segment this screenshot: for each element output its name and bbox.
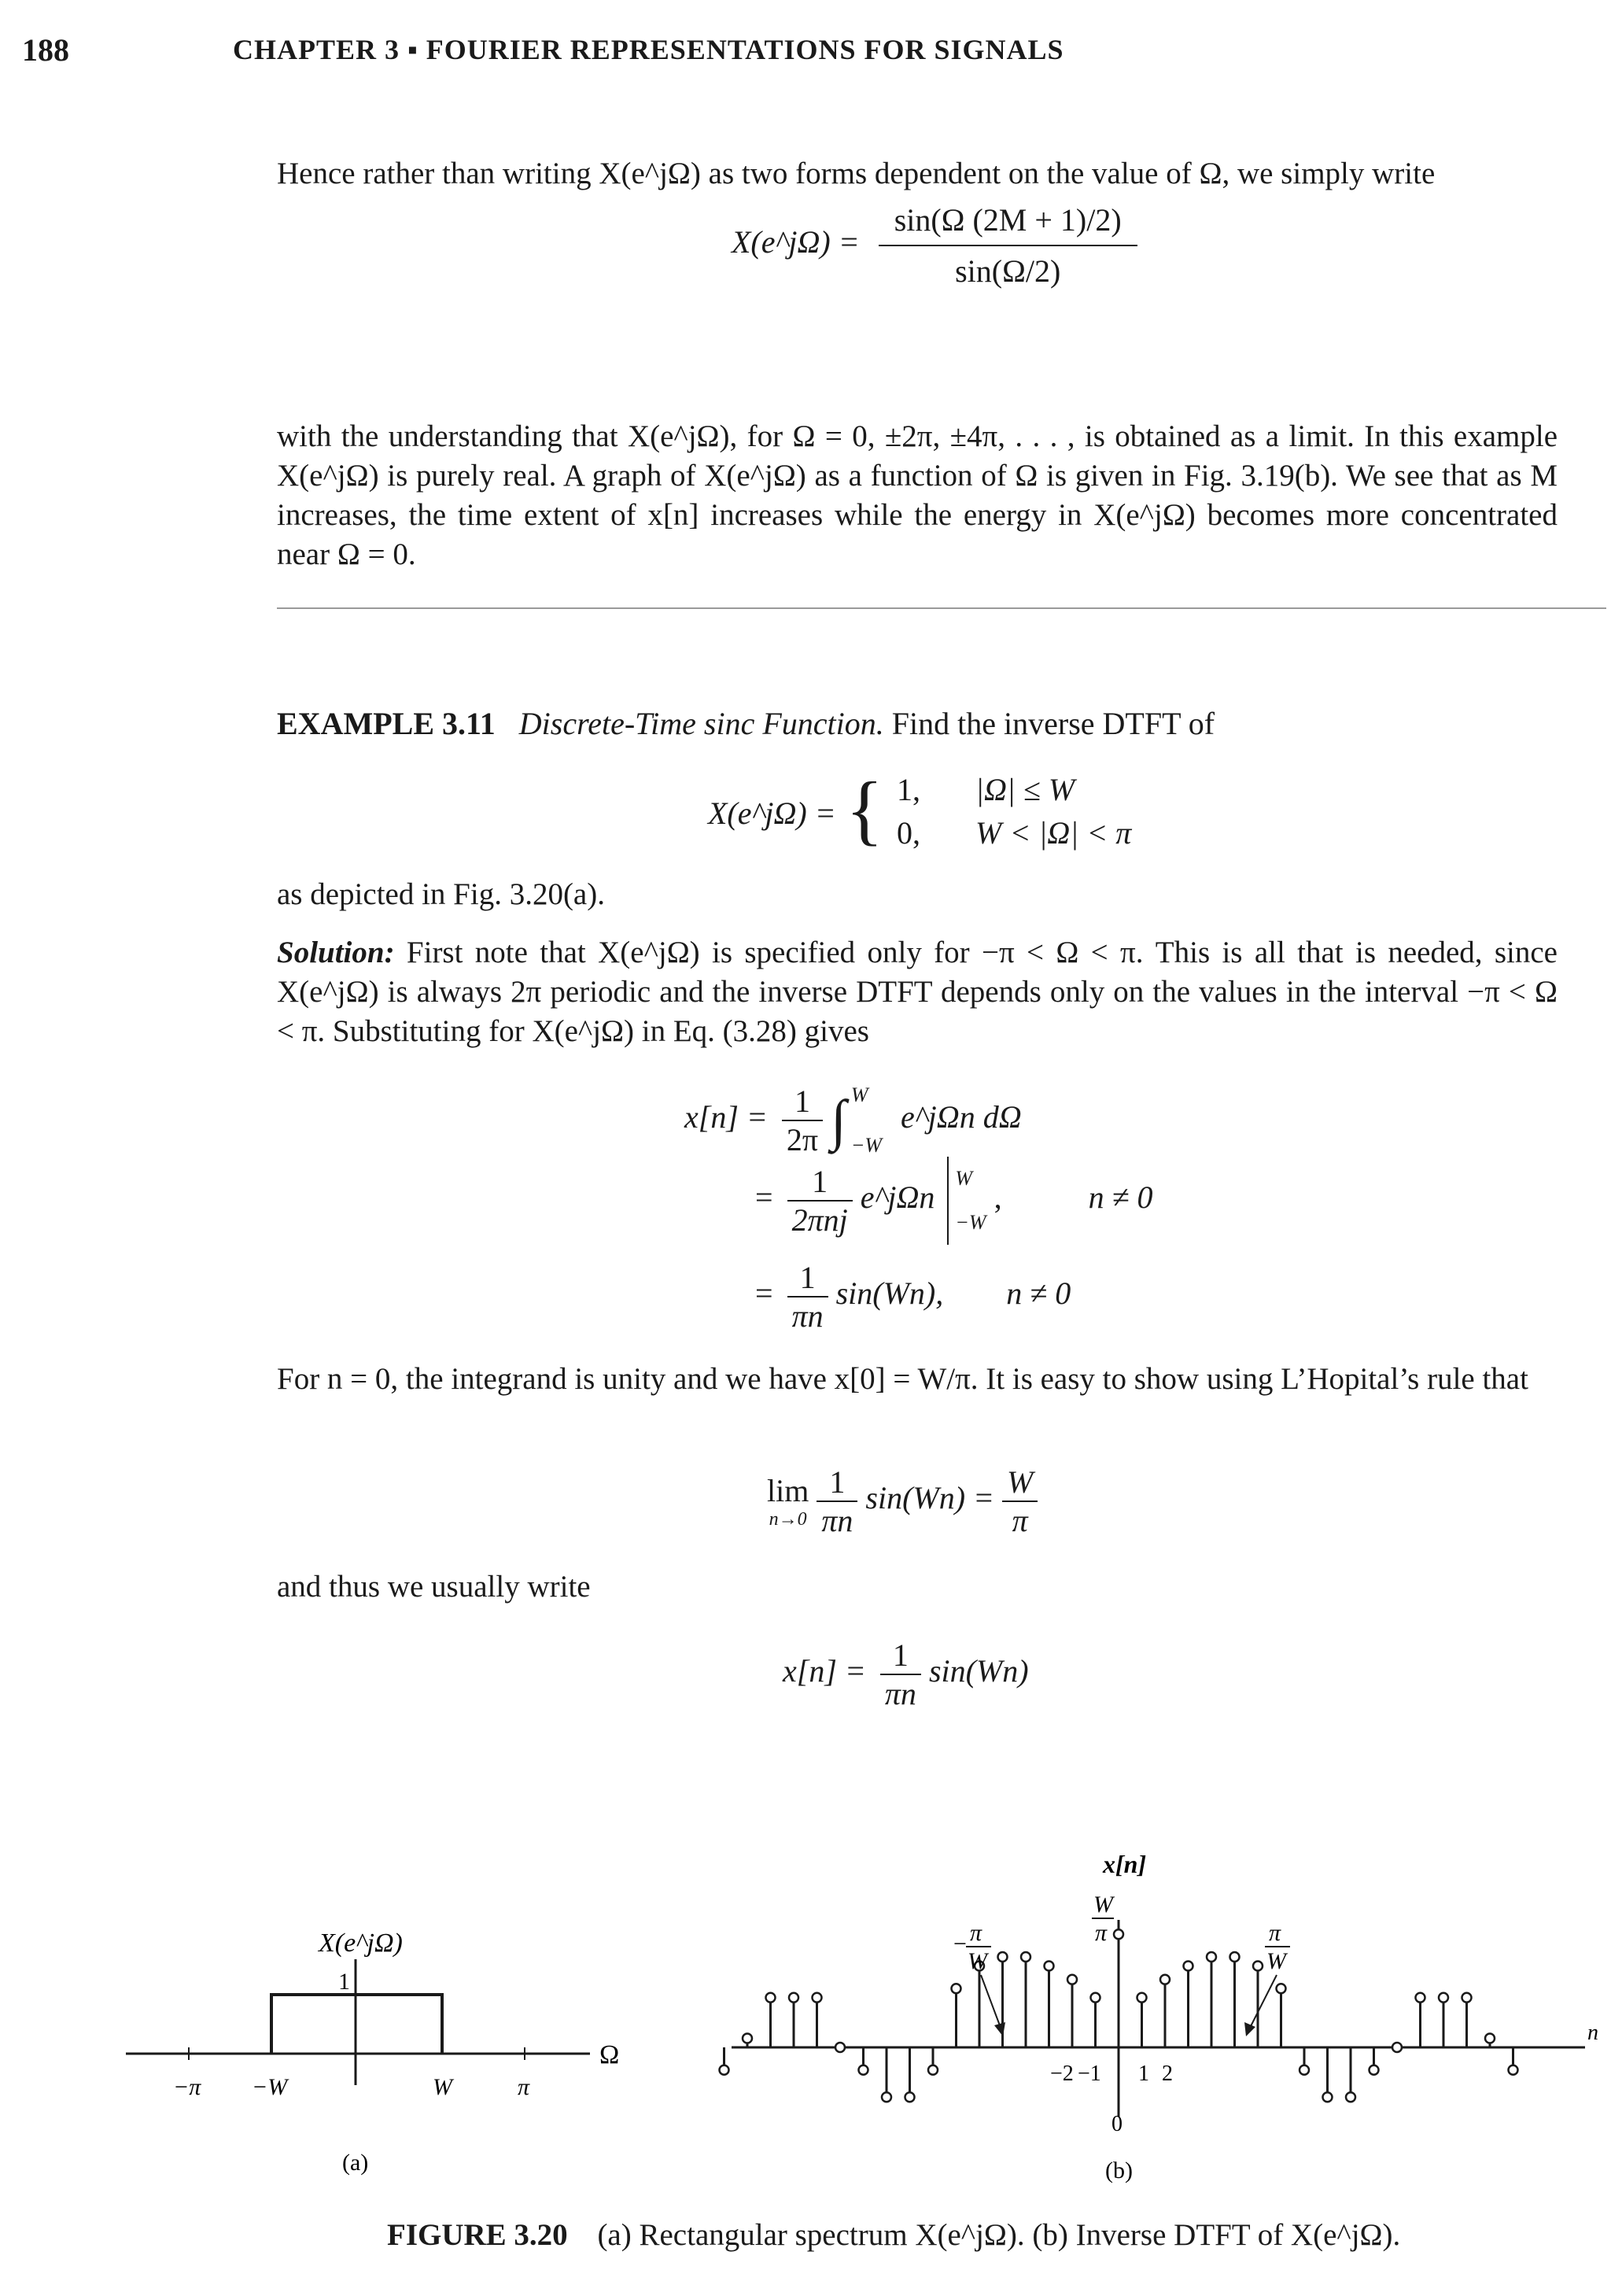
- tick-label-w: W: [433, 2074, 452, 2100]
- stem-marker: [1114, 1929, 1123, 1939]
- lim-word: lim: [767, 1473, 809, 1508]
- eq3-line1-num: 1: [794, 1083, 810, 1119]
- eq3-line2-comma: ,: [994, 1179, 1002, 1216]
- stem-marker: [998, 1952, 1008, 1962]
- paragraph-lhopital: For n = 0, the integrand is unity and we have x[0] = W/π. It is easy to show using L’Hopital’s rule that: [277, 1362, 1528, 1396]
- left-annotation-sign: −: [953, 1931, 967, 1957]
- solution-text: First note that X(e^jΩ) is specified only for −π < Ω < π. This is all that is needed, since X(e^jΩ) is always 2π periodic and the inverse DTFT depends only on the values in the interval −π < Ω < π. Substituting for X(e^jΩ) in Eq. (3.28) gives: [277, 936, 1558, 1048]
- right-annotation-den: W: [1266, 1948, 1286, 1974]
- stem-marker: [1091, 1993, 1100, 2003]
- stem-marker: [789, 1993, 798, 2003]
- integral-sign: ∫: [831, 1088, 846, 1152]
- eq1-lhs: X(e^jΩ) =: [732, 224, 860, 260]
- eq3-line2-condition: n ≠ 0: [1088, 1179, 1153, 1216]
- panel-b-label: (b): [1105, 2158, 1133, 2183]
- case1-value: 1,: [897, 772, 920, 807]
- eval-lower-limit: −W: [955, 1211, 986, 1234]
- eq3-line2-equals: =: [755, 1179, 773, 1216]
- stem-marker: [813, 1993, 822, 2003]
- eq3-line2-den: 2πnj: [787, 1200, 853, 1238]
- right-arrow-head: [1244, 2022, 1255, 2036]
- spectrum-ylabel: X(e^jΩ): [319, 1929, 403, 1958]
- peak-label-den: π: [1095, 1920, 1108, 1946]
- eq4-rhs-num: W: [1007, 1464, 1034, 1500]
- tick-label-1: 1: [1138, 2062, 1149, 2086]
- eq3-line2-body: e^jΩn: [860, 1179, 935, 1216]
- stem-marker: [1370, 2065, 1379, 2075]
- stem-marker: [743, 2034, 752, 2043]
- height-label: 1: [338, 1969, 350, 1995]
- equation-dirichlet: [732, 195, 1137, 296]
- example-label: EXAMPLE 3.11: [277, 706, 496, 741]
- stem-marker: [1485, 2034, 1495, 2043]
- eq4-num: 1: [829, 1464, 846, 1500]
- page-number: 188: [22, 32, 69, 68]
- paragraph-intro: Hence rather than writing X(e^jΩ) as two forms dependent on the value of Ω, we simply write: [277, 157, 1436, 190]
- stem-marker: [1253, 1962, 1263, 1971]
- example-task: Find the inverse DTFT of: [891, 706, 1215, 741]
- eq1-numerator: sin(Ω (2M + 1)/2): [894, 202, 1122, 238]
- sequence-ylabel: x[n]: [1103, 1850, 1147, 1878]
- eq3-line3-num: 1: [799, 1260, 816, 1295]
- eval-upper-limit: W: [955, 1167, 973, 1190]
- derivation-line-2: [755, 1157, 1153, 1245]
- stem-marker: [1230, 1952, 1240, 1962]
- tick-label-minus-1: −1: [1078, 2062, 1101, 2086]
- eq4-body: sin(Wn) =: [865, 1480, 995, 1516]
- stem-marker: [1392, 2043, 1402, 2052]
- case2-condition: W < |Ω| < π: [975, 815, 1132, 851]
- tick-label-minus-pi: −π: [173, 2074, 201, 2100]
- figure-a-rectangular-spectrum: [110, 1881, 645, 2180]
- equation-limit: [767, 1464, 1038, 1539]
- integrand: e^jΩn dΩ: [901, 1099, 1022, 1135]
- stem-marker: [882, 2092, 891, 2102]
- integral-upper-limit: W: [850, 1083, 868, 1106]
- stem-marker: [1439, 1993, 1448, 2003]
- paragraph-solution: [277, 933, 1558, 1051]
- eq4-rhs-den: π: [1002, 1501, 1038, 1539]
- stem-marker: [859, 2065, 868, 2075]
- section-divider: [277, 607, 1606, 609]
- stem-marker: [1045, 1962, 1054, 1971]
- n-label: n: [1587, 2021, 1598, 2045]
- stem-marker: [720, 2065, 729, 2075]
- eq5-lhs: x[n] =: [783, 1653, 866, 1689]
- tick-label-2: 2: [1162, 2062, 1173, 2086]
- stem-marker: [1184, 1962, 1193, 1971]
- stem-marker: [1323, 2092, 1333, 2102]
- stem-marker: [1346, 2092, 1355, 2102]
- stem-marker: [1067, 1975, 1077, 1984]
- paragraph-thus: and thus we usually write: [277, 1570, 591, 1604]
- stem-marker: [1160, 1975, 1170, 1984]
- lim-subscript: n→0: [769, 1509, 807, 1530]
- eq3-line3-den: πn: [787, 1296, 828, 1334]
- stem-marker: [928, 2065, 938, 2075]
- left-brace: {: [846, 766, 883, 853]
- stem-marker: [1021, 1952, 1030, 1962]
- paragraph-limit: with the understanding that X(e^jΩ), for Ω = 0, ±2π, ±4π, . . . , is obtained as a limit. In this example X(e^jΩ) is purely real. A graph of X(e^jΩ) as a function of Ω is given in Fig. 3.19(b). We see that as M increases, the time extent of x[n] increases while the energy in X(e^jΩ) becomes more concentrated near Ω = 0.: [277, 419, 1558, 571]
- eq5-num: 1: [892, 1637, 909, 1673]
- stem-marker: [1416, 1993, 1425, 2003]
- panel-a-label: (a): [342, 2150, 369, 2176]
- stem-marker: [1137, 1993, 1147, 2003]
- stem-marker: [766, 1993, 776, 2003]
- eq4-den: πn: [817, 1501, 857, 1539]
- stem-marker: [1299, 2065, 1309, 2075]
- eq1-denominator: sin(Ω/2): [879, 245, 1137, 296]
- left-annotation-den: W: [968, 1948, 987, 1974]
- stem-marker: [835, 2043, 845, 2052]
- tick-label-pi: π: [518, 2074, 530, 2100]
- left-annotation-num: π: [970, 1920, 982, 1946]
- case1-condition: |Ω| ≤ W: [975, 772, 1075, 807]
- example-heading: [277, 705, 1215, 742]
- eq3-line1-den: 2π: [782, 1120, 823, 1158]
- example-title: Discrete-Time sinc Function.: [518, 706, 884, 741]
- stem-marker: [1207, 1952, 1216, 1962]
- origin-label: 0: [1111, 2112, 1123, 2136]
- equation-sinc: [783, 1637, 1029, 1712]
- eq3-line3-equals: =: [755, 1275, 773, 1312]
- stem-marker: [952, 1984, 961, 1993]
- eq3-line3-body: sin(Wn),: [835, 1275, 944, 1312]
- case2-value: 0,: [897, 815, 920, 851]
- omega-label: Ω: [599, 2040, 620, 2069]
- tick-label-minus-2: −2: [1050, 2062, 1074, 2086]
- caption-text: (a) Rectangular spectrum X(e^jΩ). (b) Inverse DTFT of X(e^jΩ).: [597, 2218, 1401, 2252]
- figure-label: FIGURE 3.20: [387, 2218, 568, 2252]
- eq5-den: πn: [880, 1674, 921, 1712]
- integral-lower-limit: −W: [850, 1134, 883, 1157]
- derivation-line-3: [755, 1259, 1071, 1334]
- peak-label-num: W: [1093, 1892, 1113, 1918]
- stem-marker: [905, 2092, 915, 2102]
- eq3-line3-condition: n ≠ 0: [1006, 1275, 1071, 1312]
- right-annotation-num: π: [1269, 1920, 1281, 1946]
- eq3-line2-num: 1: [812, 1164, 828, 1199]
- solution-label: Solution:: [277, 936, 395, 969]
- running-head: CHAPTER 3 ▪ FOURIER REPRESENTATIONS FOR SIGNALS: [233, 34, 1064, 65]
- stem-marker: [1509, 2065, 1518, 2075]
- tick-label-minus-w: −W: [252, 2074, 288, 2100]
- eq3-line1-lhs: x[n] =: [684, 1099, 768, 1135]
- eq2-lhs: X(e^jΩ) =: [708, 795, 836, 831]
- stem-marker: [1277, 1984, 1286, 1993]
- derivation-line-1: [684, 1070, 1022, 1171]
- figure-b-inverse-dtft: [724, 1833, 1598, 2183]
- stem-marker: [1462, 1993, 1472, 2003]
- eq5-body: sin(Wn): [928, 1653, 1029, 1689]
- figure-caption: [387, 2217, 1400, 2253]
- paragraph-figref: as depicted in Fig. 3.20(a).: [277, 877, 605, 911]
